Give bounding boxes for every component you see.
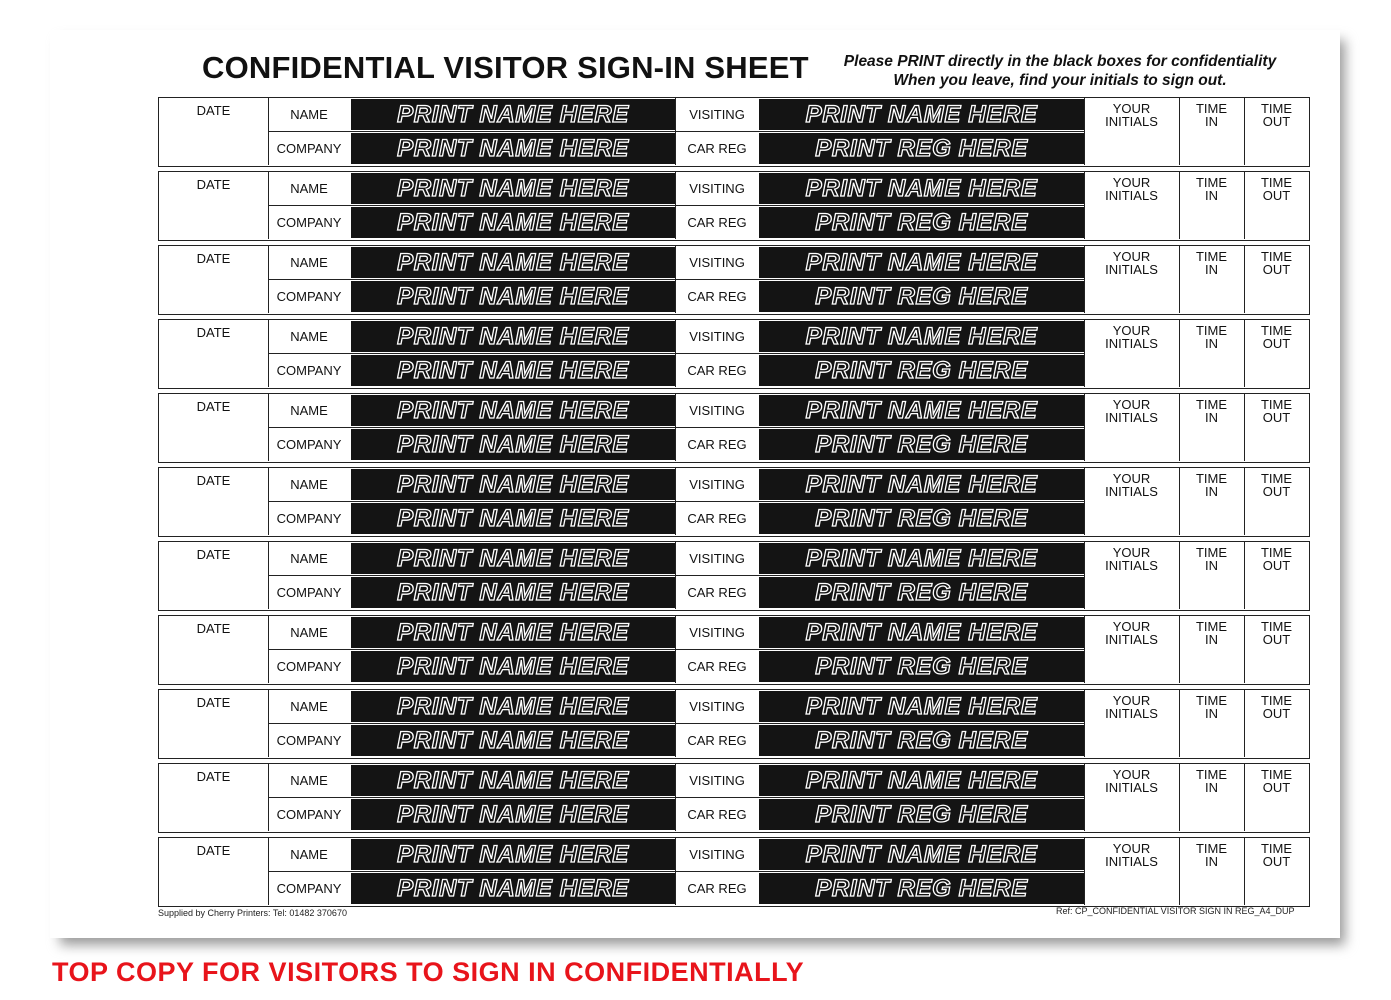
name-box[interactable]: PRINT NAME HERE — [351, 99, 675, 130]
time-label: TIME — [1195, 693, 1228, 708]
company-label: COMPANY — [276, 881, 342, 896]
car-reg-label: CAR REG — [687, 585, 747, 600]
time-label: TIME — [1195, 841, 1228, 856]
company-label: COMPANY — [276, 215, 342, 230]
name-label: NAME — [290, 699, 328, 714]
company-box[interactable]: PRINT NAME HERE — [351, 355, 675, 386]
out-label: OUT — [1262, 780, 1291, 795]
date-label: DATE — [196, 251, 231, 266]
time-in-cell[interactable] — [1179, 468, 1244, 535]
visiting-label: VISITING — [689, 329, 745, 344]
instruction-line-2: When you leave, find your initials to sign out. — [893, 72, 1227, 89]
out-label: OUT — [1262, 632, 1291, 647]
your-label: YOUR — [1112, 101, 1151, 116]
time-in-cell[interactable] — [1179, 542, 1244, 609]
initials-label: INITIALS — [1105, 336, 1158, 351]
name-box[interactable]: PRINT NAME HERE — [351, 247, 675, 278]
date-label: DATE — [196, 769, 231, 784]
name-box[interactable]: PRINT NAME HERE — [351, 691, 675, 722]
visiting-box[interactable]: PRINT NAME HERE — [759, 839, 1084, 870]
company-label: COMPANY — [276, 807, 342, 822]
your-label: YOUR — [1112, 693, 1151, 708]
column-divider — [675, 764, 676, 831]
sign-in-row — [158, 615, 1310, 685]
initials-label: INITIALS — [1105, 114, 1158, 129]
time-out-cell[interactable] — [1244, 542, 1309, 609]
your-label: YOUR — [1112, 249, 1151, 264]
company-label: COMPANY — [276, 363, 342, 378]
visiting-box[interactable]: PRINT NAME HERE — [759, 691, 1084, 722]
car-reg-box[interactable]: PRINT REG HERE — [759, 873, 1084, 904]
car-reg-label: CAR REG — [687, 881, 747, 896]
company-box[interactable]: PRINT NAME HERE — [351, 429, 675, 460]
sign-in-row — [158, 171, 1310, 241]
sign-in-row — [158, 837, 1310, 907]
date-label: DATE — [196, 621, 231, 636]
time-label: TIME — [1195, 545, 1228, 560]
time-out-cell[interactable] — [1244, 468, 1309, 535]
visiting-label: VISITING — [689, 773, 745, 788]
sign-in-row — [158, 245, 1310, 315]
date-cell[interactable] — [159, 838, 269, 905]
time-label: TIME — [1195, 619, 1228, 634]
visiting-box[interactable]: PRINT NAME HERE — [759, 543, 1084, 574]
name-box[interactable]: PRINT NAME HERE — [351, 469, 675, 500]
company-box[interactable]: PRINT NAME HERE — [351, 873, 675, 904]
visiting-label: VISITING — [689, 551, 745, 566]
car-reg-label: CAR REG — [687, 141, 747, 156]
sign-in-sheet — [50, 30, 1340, 938]
car-reg-label: CAR REG — [687, 659, 747, 674]
in-label: IN — [1205, 780, 1218, 795]
visiting-box[interactable]: PRINT NAME HERE — [759, 173, 1084, 204]
company-box[interactable]: PRINT NAME HERE — [351, 651, 675, 682]
sheet-title: CONFIDENTIAL VISITOR SIGN-IN SHEET — [202, 50, 809, 85]
company-box[interactable]: PRINT NAME HERE — [351, 133, 675, 164]
supplier-note: Supplied by Cherry Printers: Tel: 01482 370670 — [158, 908, 347, 918]
out-label: OUT — [1262, 854, 1291, 869]
date-cell[interactable] — [159, 320, 269, 387]
in-label: IN — [1205, 706, 1218, 721]
time-in-cell[interactable] — [1179, 320, 1244, 387]
car-reg-box[interactable]: PRINT REG HERE — [759, 651, 1084, 682]
initials-cell[interactable] — [1084, 690, 1179, 757]
initials-cell[interactable] — [1084, 542, 1179, 609]
initials-label: INITIALS — [1105, 484, 1158, 499]
initials-label: INITIALS — [1105, 706, 1158, 721]
company-label: COMPANY — [276, 437, 342, 452]
column-divider — [675, 468, 676, 535]
name-label: NAME — [290, 477, 328, 492]
car-reg-box[interactable]: PRINT REG HERE — [759, 207, 1084, 238]
name-box[interactable]: PRINT NAME HERE — [351, 617, 675, 648]
time-label: TIME — [1260, 693, 1293, 708]
car-reg-box[interactable]: PRINT REG HERE — [759, 725, 1084, 756]
time-label: TIME — [1260, 323, 1293, 338]
time-label: TIME — [1195, 471, 1228, 486]
date-cell[interactable] — [159, 246, 269, 313]
out-label: OUT — [1262, 114, 1291, 129]
time-out-cell[interactable] — [1244, 172, 1309, 239]
name-box[interactable]: PRINT NAME HERE — [351, 765, 675, 796]
column-divider — [675, 172, 676, 239]
time-label: TIME — [1260, 841, 1293, 856]
visiting-label: VISITING — [689, 181, 745, 196]
time-in-cell[interactable] — [1179, 394, 1244, 461]
company-label: COMPANY — [276, 289, 342, 304]
initials-cell[interactable] — [1084, 172, 1179, 239]
initials-label: INITIALS — [1105, 854, 1158, 869]
date-label: DATE — [196, 325, 231, 340]
company-box[interactable]: PRINT NAME HERE — [351, 207, 675, 238]
name-box[interactable]: PRINT NAME HERE — [351, 321, 675, 352]
date-cell[interactable] — [159, 616, 269, 683]
column-divider — [675, 690, 676, 757]
name-label: NAME — [290, 181, 328, 196]
name-label: NAME — [290, 107, 328, 122]
car-reg-label: CAR REG — [687, 511, 747, 526]
caption: TOP COPY FOR VISITORS TO SIGN IN CONFIDENTIALLY — [52, 957, 805, 987]
name-box[interactable]: PRINT NAME HERE — [351, 543, 675, 574]
company-box[interactable]: PRINT NAME HERE — [351, 503, 675, 534]
visiting-box[interactable]: PRINT NAME HERE — [759, 765, 1084, 796]
your-label: YOUR — [1112, 175, 1151, 190]
time-label: TIME — [1195, 175, 1228, 190]
visiting-label: VISITING — [689, 477, 745, 492]
time-label: TIME — [1260, 397, 1293, 412]
car-reg-label: CAR REG — [687, 363, 747, 378]
name-label: NAME — [290, 551, 328, 566]
date-cell[interactable] — [159, 764, 269, 831]
column-divider — [675, 394, 676, 461]
your-label: YOUR — [1112, 619, 1151, 634]
your-label: YOUR — [1112, 471, 1151, 486]
time-label: TIME — [1195, 101, 1228, 116]
initials-cell[interactable] — [1084, 616, 1179, 683]
visiting-box[interactable]: PRINT NAME HERE — [759, 395, 1084, 426]
sign-in-row — [158, 541, 1310, 611]
column-divider — [675, 838, 676, 905]
initials-cell[interactable] — [1084, 764, 1179, 831]
column-divider — [675, 98, 676, 165]
name-label: NAME — [290, 255, 328, 270]
your-label: YOUR — [1112, 545, 1151, 560]
company-label: COMPANY — [276, 659, 342, 674]
visiting-label: VISITING — [689, 403, 745, 418]
sign-in-row — [158, 393, 1310, 463]
time-out-cell[interactable] — [1244, 616, 1309, 683]
time-label: TIME — [1195, 249, 1228, 264]
time-label: TIME — [1260, 767, 1293, 782]
initials-cell[interactable] — [1084, 320, 1179, 387]
visiting-label: VISITING — [689, 699, 745, 714]
name-label: NAME — [290, 625, 328, 640]
date-label: DATE — [196, 177, 231, 192]
time-label: TIME — [1260, 249, 1293, 264]
in-label: IN — [1205, 336, 1218, 351]
time-label: TIME — [1260, 101, 1293, 116]
car-reg-label: CAR REG — [687, 437, 747, 452]
visiting-box[interactable]: PRINT NAME HERE — [759, 617, 1084, 648]
reference-note: Ref: CP_CONFIDENTIAL VISITOR SIGN IN REG_A4_DUP — [1056, 906, 1295, 916]
car-reg-label: CAR REG — [687, 733, 747, 748]
sign-in-row — [158, 689, 1310, 759]
out-label: OUT — [1262, 336, 1291, 351]
date-cell[interactable] — [159, 542, 269, 609]
date-label: DATE — [196, 695, 231, 710]
out-label: OUT — [1262, 706, 1291, 721]
time-label: TIME — [1260, 619, 1293, 634]
instructions — [830, 52, 1290, 90]
column-divider — [675, 542, 676, 609]
time-label: TIME — [1195, 323, 1228, 338]
in-label: IN — [1205, 262, 1218, 277]
sign-in-rows — [158, 97, 1310, 911]
time-out-cell[interactable] — [1244, 394, 1309, 461]
date-label: DATE — [196, 399, 231, 414]
initials-cell[interactable] — [1084, 394, 1179, 461]
initials-label: INITIALS — [1105, 410, 1158, 425]
in-label: IN — [1205, 854, 1218, 869]
time-in-cell[interactable] — [1179, 246, 1244, 313]
name-label: NAME — [290, 847, 328, 862]
name-box[interactable]: PRINT NAME HERE — [351, 173, 675, 204]
initials-cell[interactable] — [1084, 98, 1179, 165]
visiting-label: VISITING — [689, 255, 745, 270]
date-label: DATE — [196, 547, 231, 562]
time-label: TIME — [1195, 397, 1228, 412]
car-reg-box[interactable]: PRINT REG HERE — [759, 799, 1084, 830]
time-out-cell[interactable] — [1244, 764, 1309, 831]
time-in-cell[interactable] — [1179, 616, 1244, 683]
car-reg-box[interactable]: PRINT REG HERE — [759, 429, 1084, 460]
name-box[interactable]: PRINT NAME HERE — [351, 839, 675, 870]
in-label: IN — [1205, 188, 1218, 203]
date-cell[interactable] — [159, 690, 269, 757]
in-label: IN — [1205, 632, 1218, 647]
time-in-cell[interactable] — [1179, 690, 1244, 757]
time-in-cell[interactable] — [1179, 98, 1244, 165]
initials-label: INITIALS — [1105, 188, 1158, 203]
out-label: OUT — [1262, 410, 1291, 425]
time-out-cell[interactable] — [1244, 98, 1309, 165]
initials-cell[interactable] — [1084, 468, 1179, 535]
date-cell[interactable] — [159, 468, 269, 535]
initials-label: INITIALS — [1105, 262, 1158, 277]
instruction-line-1: Please PRINT directly in the black boxes for confidentiality — [843, 53, 1277, 70]
time-out-cell[interactable] — [1244, 246, 1309, 313]
time-in-cell[interactable] — [1179, 172, 1244, 239]
time-label: TIME — [1195, 767, 1228, 782]
column-divider — [675, 320, 676, 387]
date-label: DATE — [196, 473, 231, 488]
company-box[interactable]: PRINT NAME HERE — [351, 281, 675, 312]
time-out-cell[interactable] — [1244, 690, 1309, 757]
date-label: DATE — [196, 103, 231, 118]
car-reg-label: CAR REG — [687, 807, 747, 822]
car-reg-box[interactable]: PRINT REG HERE — [759, 503, 1084, 534]
visiting-box[interactable]: PRINT NAME HERE — [759, 99, 1084, 130]
name-label: NAME — [290, 329, 328, 344]
visiting-box[interactable]: PRINT NAME HERE — [759, 247, 1084, 278]
visiting-box[interactable]: PRINT NAME HERE — [759, 321, 1084, 352]
visiting-box[interactable]: PRINT NAME HERE — [759, 469, 1084, 500]
initials-cell[interactable] — [1084, 246, 1179, 313]
initials-cell[interactable] — [1084, 838, 1179, 905]
car-reg-label: CAR REG — [687, 289, 747, 304]
column-divider — [675, 616, 676, 683]
out-label: OUT — [1262, 484, 1291, 499]
company-label: COMPANY — [276, 585, 342, 600]
initials-label: INITIALS — [1105, 558, 1158, 573]
time-in-cell[interactable] — [1179, 764, 1244, 831]
visiting-label: VISITING — [689, 107, 745, 122]
time-label: TIME — [1260, 471, 1293, 486]
in-label: IN — [1205, 558, 1218, 573]
initials-label: INITIALS — [1105, 780, 1158, 795]
company-box[interactable]: PRINT NAME HERE — [351, 577, 675, 608]
time-label: TIME — [1260, 175, 1293, 190]
company-label: COMPANY — [276, 733, 342, 748]
out-label: OUT — [1262, 558, 1291, 573]
your-label: YOUR — [1112, 767, 1151, 782]
name-box[interactable]: PRINT NAME HERE — [351, 395, 675, 426]
in-label: IN — [1205, 484, 1218, 499]
sign-in-row — [158, 763, 1310, 833]
name-label: NAME — [290, 773, 328, 788]
in-label: IN — [1205, 410, 1218, 425]
visiting-label: VISITING — [689, 847, 745, 862]
your-label: YOUR — [1112, 397, 1151, 412]
sign-in-row — [158, 97, 1310, 167]
column-divider — [675, 246, 676, 313]
company-label: COMPANY — [276, 141, 342, 156]
time-label: TIME — [1260, 545, 1293, 560]
company-box[interactable]: PRINT NAME HERE — [351, 725, 675, 756]
out-label: OUT — [1262, 188, 1291, 203]
visiting-label: VISITING — [689, 625, 745, 640]
sign-in-row — [158, 319, 1310, 389]
car-reg-box[interactable]: PRINT REG HERE — [759, 133, 1084, 164]
company-box[interactable]: PRINT NAME HERE — [351, 799, 675, 830]
in-label: IN — [1205, 114, 1218, 129]
car-reg-box[interactable]: PRINT REG HERE — [759, 355, 1084, 386]
name-label: NAME — [290, 403, 328, 418]
date-label: DATE — [196, 843, 231, 858]
time-out-cell[interactable] — [1244, 320, 1309, 387]
date-cell[interactable] — [159, 394, 269, 461]
sign-in-row — [158, 467, 1310, 537]
time-out-cell[interactable] — [1244, 838, 1309, 905]
car-reg-box[interactable]: PRINT REG HERE — [759, 577, 1084, 608]
time-in-cell[interactable] — [1179, 838, 1244, 905]
your-label: YOUR — [1112, 323, 1151, 338]
your-label: YOUR — [1112, 841, 1151, 856]
car-reg-label: CAR REG — [687, 215, 747, 230]
company-label: COMPANY — [276, 511, 342, 526]
out-label: OUT — [1262, 262, 1291, 277]
date-cell[interactable] — [159, 172, 269, 239]
car-reg-box[interactable]: PRINT REG HERE — [759, 281, 1084, 312]
initials-label: INITIALS — [1105, 632, 1158, 647]
date-cell[interactable] — [159, 98, 269, 165]
